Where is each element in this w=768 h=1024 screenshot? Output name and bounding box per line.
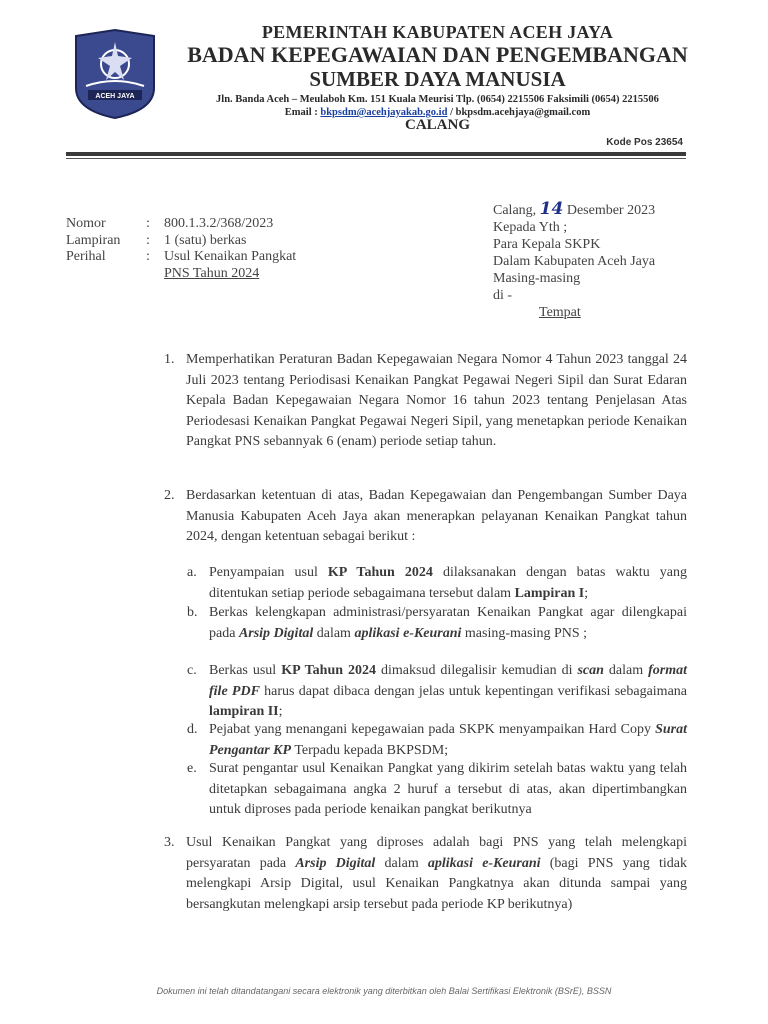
item-d xyxy=(187,720,687,761)
item-text: Penyampaian usul KP Tahun 2024 dilaksanakan dengan batas waktu yang ditentukan setiap periode sebagaimana tersebut dalam Lampiran I; xyxy=(209,565,687,601)
email-label: Email : xyxy=(284,107,318,118)
postal-code: Kode Pos 23654 xyxy=(606,137,683,148)
colon: : xyxy=(146,249,150,264)
paragraph-3 xyxy=(164,833,687,915)
address-line: Kepada Yth ; xyxy=(493,220,568,235)
colon: : xyxy=(146,232,150,248)
item-c xyxy=(187,661,687,723)
address-line: Dalam Kabupaten Aceh Jaya xyxy=(493,254,656,269)
letterhead-divider xyxy=(66,152,686,156)
item-text: Surat pengantar usul Kenaikan Pangkat yang dikirim setelah batas waktu yang telah ditetapkan sebagaimana angka 2 huruf a tersebut di atas, akan dipertimbangkan untuk diproses pada periode kenaikan pangkat berikutnya xyxy=(209,761,687,817)
email-link-1[interactable]: bkpsdm@acehjayakab.go.id xyxy=(320,107,448,118)
email-link-2[interactable]: bkpsdm.acehjaya@gmail.com xyxy=(455,107,591,118)
handwritten-day: 14 xyxy=(539,199,564,219)
perihal-label: Perihal xyxy=(66,249,106,264)
agency-name: BADAN KEPEGAWAIAN DAN PENGEMBANGAN xyxy=(187,42,688,67)
item-a xyxy=(187,563,687,604)
colon: : xyxy=(146,216,150,231)
item-letter: c. xyxy=(187,663,197,678)
meta-perihal xyxy=(66,249,296,266)
address-line: Masing-masing xyxy=(493,271,581,286)
meta-lampiran xyxy=(66,233,296,250)
item-e xyxy=(187,759,687,821)
item-text: Berkas usul KP Tahun 2024 dimaksud dilegalisir kemudian di scan dalam format file PDF harus dapat dibaca dengan jelas untuk kepentingan verifikasi sebagaimana lampiran II; xyxy=(209,663,688,719)
paragraph-text: Memperhatikan Peraturan Badan Kepegawaian Negara Nomor 4 Tahun 2023 tanggal 24 Juli 2023 tentang Periodisasi Kenaikan Pangkat Pegawai Negeri Sipil dan Surat Edaran Kepala Badan Kepegawaian Negara Nomor 16 tahun 2023 tentang Penjelasan Atas Periodesasi Kenaikan Pangkat Pegawai Negeri Sipil, yang menetapkan periode Kenaikan Pangkat PNS sebannyak 6 (enam) periode setiap tahun. xyxy=(186,352,687,449)
paragraph-number: 3. xyxy=(164,835,175,850)
recipient-address xyxy=(493,201,655,321)
item-letter: a. xyxy=(187,565,197,580)
item-letter: d. xyxy=(187,722,198,737)
agency-address: Jln. Banda Aceh – Meulaboh Km. 151 Kuala Meurisi Tlp. (0654) 2215506 Faksimili (0654) 2215506 xyxy=(216,94,659,105)
item-letter: b. xyxy=(187,605,198,620)
paragraph-number: 2. xyxy=(164,488,175,503)
paragraph-2 xyxy=(164,486,687,548)
regency-logo xyxy=(72,28,158,120)
item-text: Berkas kelengkapan administrasi/persyaratan Kenaikan Pangkat agar dilengkapai pada Arsip Digital dalam aplikasi e-Keurani masing-masing PNS ; xyxy=(209,605,687,641)
perihal-value-2: PNS Tahun 2024 xyxy=(164,265,260,281)
address-line: Para Kepala SKPK xyxy=(493,237,601,252)
email-separator: / xyxy=(450,107,453,118)
nomor-label: Nomor xyxy=(66,216,106,231)
letter-date: Calang, 14 Desember 2023 xyxy=(493,199,656,219)
lampiran-value: 1 (satu) berkas xyxy=(164,232,247,248)
lampiran-label: Lampiran xyxy=(66,232,121,248)
paragraph-1 xyxy=(164,350,687,453)
item-letter: e. xyxy=(187,761,197,776)
government-name: PEMERINTAH KABUPATEN ACEH JAYA xyxy=(261,22,614,42)
item-b xyxy=(187,603,687,644)
meta-nomor xyxy=(66,216,296,233)
agency-city: CALANG xyxy=(404,117,470,133)
paragraph-number: 1. xyxy=(164,352,175,367)
item-text: Pejabat yang menangani kepegawaian pada SKPK menyampaikan Hard Copy Surat Pengantar KP Terpadu kepada BKPSDM; xyxy=(209,722,687,758)
e-signature-footer: Dokumen ini telah ditandatangani secara elektronik yang diterbitkan oleh Balai Sertifikasi Elektronik (BSrE), BSSN xyxy=(156,986,612,996)
letter-meta xyxy=(66,216,296,282)
address-line: di - xyxy=(493,288,513,303)
nomor-value: 800.1.3.2/368/2023 xyxy=(164,216,274,231)
paragraph-text: Berdasarkan ketentuan di atas, Badan Kepegawaian dan Pengembangan Sumber Daya Manusia Kabupaten Aceh Jaya akan menerapkan pelayanan Kenaikan Pangkat tahun 2024, dengan ketentuan sebagai berikut : xyxy=(186,488,687,544)
perihal-value: Usul Kenaikan Pangkat xyxy=(164,249,297,264)
logo-text: ACEH JAYA xyxy=(95,93,135,100)
address-place: Tempat xyxy=(539,305,581,320)
agency-name-cont: SUMBER DAYA MANUSIA xyxy=(309,67,566,91)
letterhead-divider-thin xyxy=(66,158,686,159)
paragraph-text: Usul Kenaikan Pangkat yang diproses adalah bagi PNS yang telah melengkapi persyaratan pada Arsip Digital dalam aplikasi e-Keurani (bagi PNS yang tidak melengkapi Arsip Digital, usul Kenaikan Pangkatnya akan ditunda sampai yang bersangkutan melengkapi arsip tersebut pada periode KP berikutnya) xyxy=(186,835,687,912)
